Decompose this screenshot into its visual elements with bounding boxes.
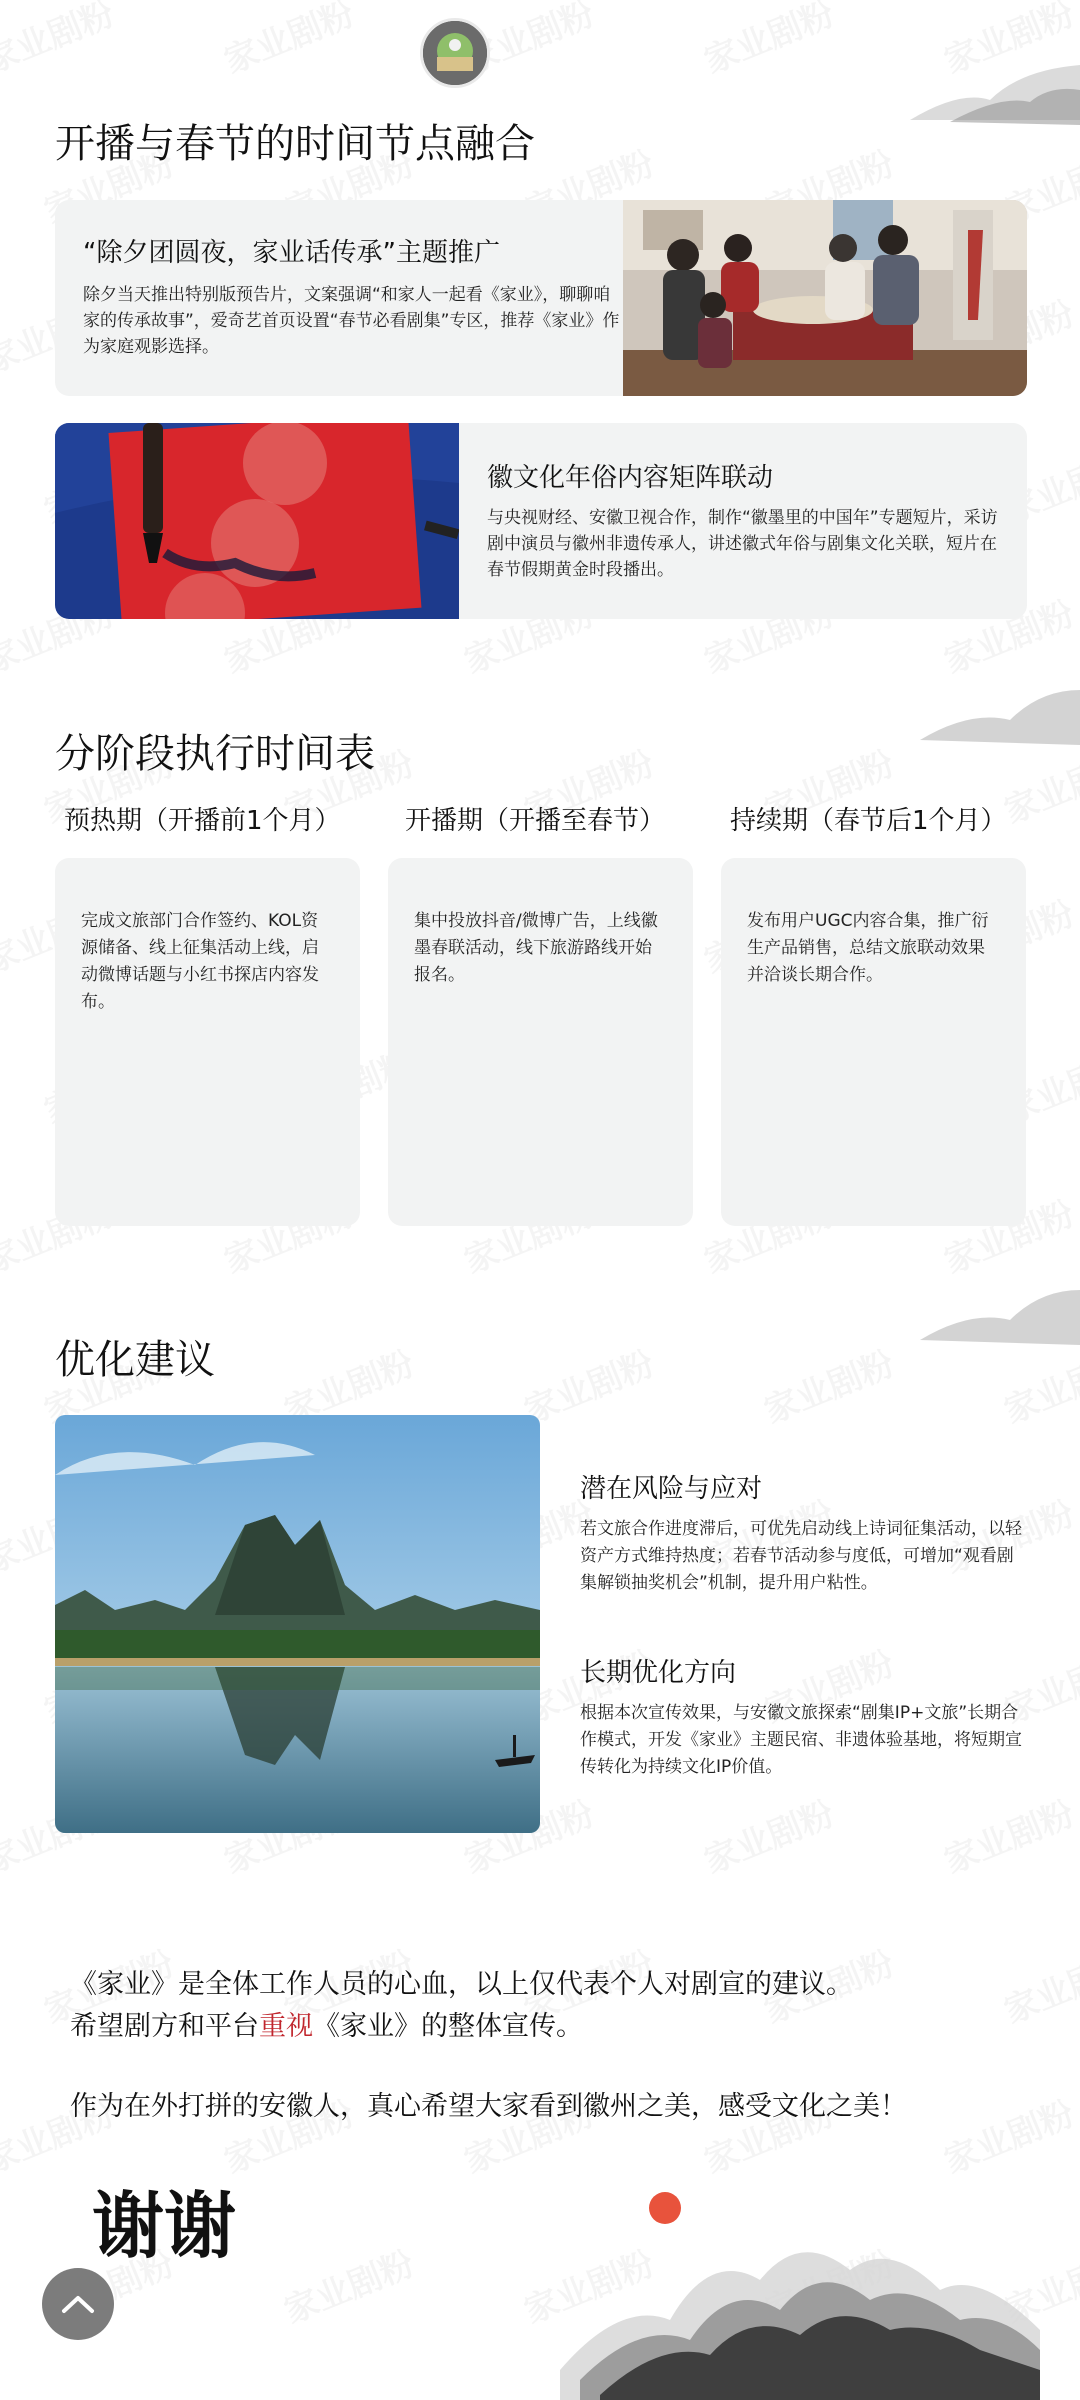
phase-card-sustain — [721, 858, 1026, 1226]
back-to-top-button[interactable] — [42, 2268, 114, 2340]
longterm-heading: 长期优化方向 — [580, 1658, 737, 1688]
closing-line-2-post: 《家业》的整体宣传。 — [313, 2011, 583, 2042]
phase-body: 完成文旅部门合作签约、KOL资源储备、线上征集活动上线，启动微博话题与小红书探店内容发布。 — [81, 911, 319, 1012]
card-new-year-promo — [55, 200, 1027, 396]
avatar-image — [423, 21, 487, 85]
card-body: 与央视财经、安徽卫视合作，制作“徽墨里的中国年”专题短片，采访剧中演员与徽州非遗传承人，讲述徽式年俗与剧集文化关联，短片在春节假期黄金时段播出。 — [487, 508, 998, 580]
longterm-body: 根据本次宣传效果，与安徽文旅探索“剧集IP+文旅”长期合作模式，开发《家业》主题民宿、非遗体验基地，将短期宣传转化为持续文化IP价值。 — [580, 1703, 1022, 1777]
karst-landscape-photo — [55, 1415, 540, 1833]
thanks-title: 谢谢 — [92, 2183, 237, 2268]
closing-line-3: 作为在外打拼的安徽人，真心希望大家看到徽州之美，感受文化之美！ — [70, 2091, 907, 2122]
risk-heading: 潜在风险与应对 — [580, 1474, 763, 1504]
card-heading: 徽文化年俗内容矩阵联动 — [487, 463, 774, 493]
phase-card-launch — [388, 858, 693, 1226]
closing-line-2 — [70, 2004, 583, 2043]
closing-line-2-pre: 希望剧方和平台 — [70, 2011, 259, 2042]
closing-line-1: 《家业》是全体工作人员的心血，以上仅代表个人对剧宣的建议。 — [70, 1969, 853, 2000]
section-title-optimization: 优化建议 — [55, 1337, 215, 1383]
section-title-schedule: 分阶段执行时间表 — [55, 731, 375, 777]
phase-card-warmup — [55, 858, 360, 1226]
account-avatar[interactable] — [420, 18, 490, 88]
closing-highlight: 重视 — [259, 2011, 313, 2042]
card-body: 除夕当天推出特别版预告片，文案强调“和家人一起看《家业》，聊聊咱家的传承故事”，爱奇艺首页设置“春节必看剧集”专区，推荐《家业》作为家庭观影选择。 — [83, 285, 620, 357]
phase-label-warmup: 预热期（开播前1个月） — [64, 806, 341, 836]
risk-body: 若文旅合作进度滞后，可优先启动线上诗词征集活动，以轻资产方式维持热度；若春节活动参与度低，可增加“观看剧集解锁抽奖机会”机制，提升用户粘性。 — [580, 1519, 1022, 1593]
card-hui-culture — [55, 423, 1027, 619]
phase-body: 发布用户UGC内容合集，推广衍生产品销售，总结文旅联动效果并洽谈长期合作。 — [747, 911, 989, 985]
phase-label-sustain: 持续期（春节后1个月） — [730, 806, 1007, 836]
phase-body: 集中投放抖音/微博广告，上线徽墨春联活动，线下旅游路线开始报名。 — [414, 911, 658, 985]
phase-label-launch: 开播期（开播至春节） — [405, 806, 666, 836]
chevron-up-icon — [61, 2293, 95, 2315]
calligraphy-couplet-photo — [55, 423, 459, 619]
ink-landscape-bottom — [560, 2170, 1040, 2400]
section-title-timing: 开播与春节的时间节点融合 — [55, 121, 535, 167]
card-heading: “除夕团圆夜，家业话传承”主题推广 — [83, 238, 500, 268]
family-dinner-photo — [623, 200, 1027, 396]
